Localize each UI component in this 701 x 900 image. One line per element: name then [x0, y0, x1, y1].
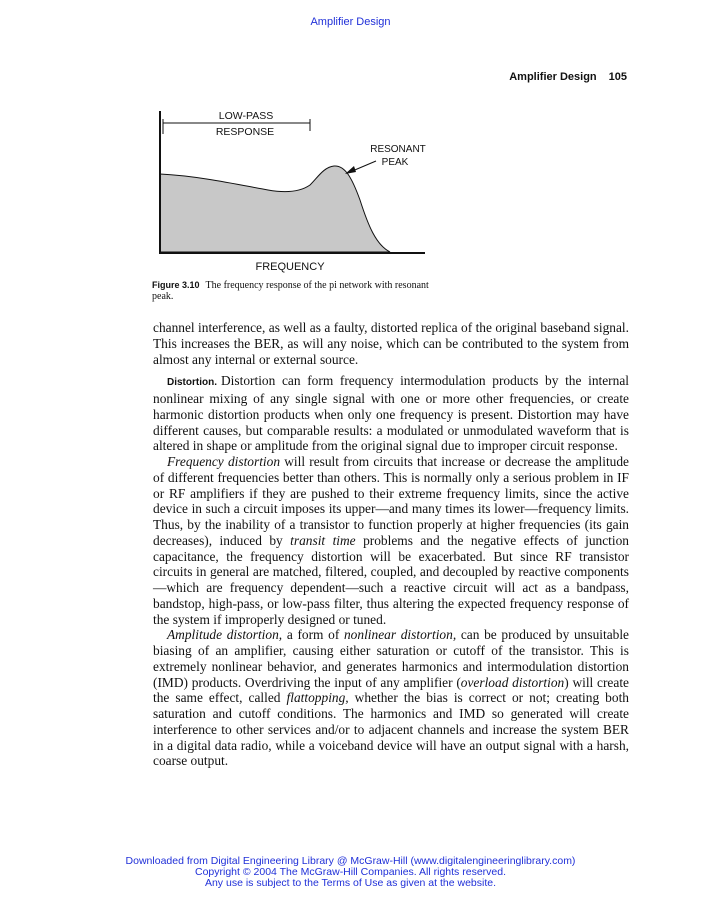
- body-text: [153, 320, 629, 769]
- footer-terms-link[interactable]: Any use is subject to the Terms of Use as given at the website.: [204, 877, 497, 889]
- label-resonant: RESONANT: [370, 144, 426, 155]
- p4-text-c: ) will create the same effect, called: [153, 674, 629, 706]
- term-overload-distortion: overload distortion: [460, 674, 565, 690]
- resonant-peak-arrow: [345, 161, 376, 174]
- label-response: RESPONSE: [215, 126, 275, 138]
- label-lowpass: LOW-PASS: [218, 110, 274, 122]
- response-curve-area: [160, 166, 390, 252]
- term-transit-time: transit time: [290, 532, 356, 548]
- caption-text: The frequency response of the pi network with resonant peak.: [152, 280, 429, 302]
- paragraph-distortion: [153, 373, 629, 454]
- frequency-response-figure: [0, 0, 701, 300]
- term-frequency-distortion: Frequency distortion: [167, 454, 281, 469]
- figure-caption: [152, 280, 432, 302]
- footer: [0, 856, 701, 889]
- p4-text-d: whether the bias is correct or not; creating both saturation and cutoff conditions. The harmonics and IMD so generated will create interference to other services and/or to adjacent channels and increase the system BER in a digital data radio, while a voiceband device will have an output signal with a harsh, coarse output.: [153, 690, 629, 769]
- p3-text-b: problems and the negative effects of junction capacitance, the frequency distortion will be exacerbated. But since RF transistor circuits in general are matched, filtered, coupled, and decoupled by reactive components—which are frequency dependent—such a reactive circuit will act as a bandpass, bandstop, high-pass, or low-pass filter, thus altering the expected frequency response of the system if improperly designed or tuned.: [153, 532, 629, 627]
- term-flattopping: flattopping,: [286, 690, 349, 706]
- paragraph-frequency-distortion: [153, 454, 629, 627]
- x-axis-label: FREQUENCY: [255, 261, 325, 273]
- running-title: Amplifier Design: [509, 71, 597, 83]
- term-nonlinear-distortion: nonlinear distortion,: [343, 627, 457, 643]
- paragraph-distortion-text: Distortion can form frequency intermodulation products by the internal nonlinear mixing of any single signal with one or more other frequencies, or create harmonic distortion products when only one frequency is present. Distortion may have different causes, but comparable results: a modulated or unmodulated waveform that is altered in shape or amplitude from the original signal due to improper circuit response.: [153, 373, 629, 454]
- term-amplitude-distortion: Amplitude distortion,: [167, 627, 283, 643]
- label-peak: PEAK: [381, 157, 409, 168]
- figure-number: Figure 3.10: [152, 280, 200, 290]
- paragraph-amplitude-distortion: [153, 627, 629, 769]
- p3-text-a: will result from circuits that increase or decrease the amplitude of different frequencies better than others. This is normally only a serious problem in IF or RF amplifiers if they are pushed to their extreme frequency limits, since the active device in such a circuit imposes its upper—and many times its lower—frequency limits. Thus, by the inability of a transistor to function properly at higher frequencies (its gain decreases), induced by: [153, 454, 629, 548]
- p4-text-a: a form of: [282, 627, 344, 643]
- section-heading-distortion: Distortion.: [167, 377, 217, 389]
- p4-text-b: can be produced by unsuitable biasing of an amplifier, causing either saturation or cutoff of the transistor. This is extremely nonlinear behavior, and generates harmonics and intermodulation distortion (IMD) products. Overdriving the input of any amplifier (: [153, 627, 630, 690]
- paragraph-1: channel interference, as well as a faulty, distorted replica of the original baseband signal. This increases the BER, as will any noise, which can be contributed to the system from almost any internal or external source.: [153, 320, 629, 367]
- top-title-link[interactable]: Amplifier Design: [310, 16, 391, 28]
- page-number: 105: [608, 71, 627, 83]
- footer-download-link[interactable]: Downloaded from Digital Engineering Library @ McGraw-Hill (www.digitalengineeringlibrary.com): [125, 855, 576, 867]
- footer-copyright: Copyright © 2004 The McGraw-Hill Companies. All rights reserved.: [195, 866, 506, 878]
